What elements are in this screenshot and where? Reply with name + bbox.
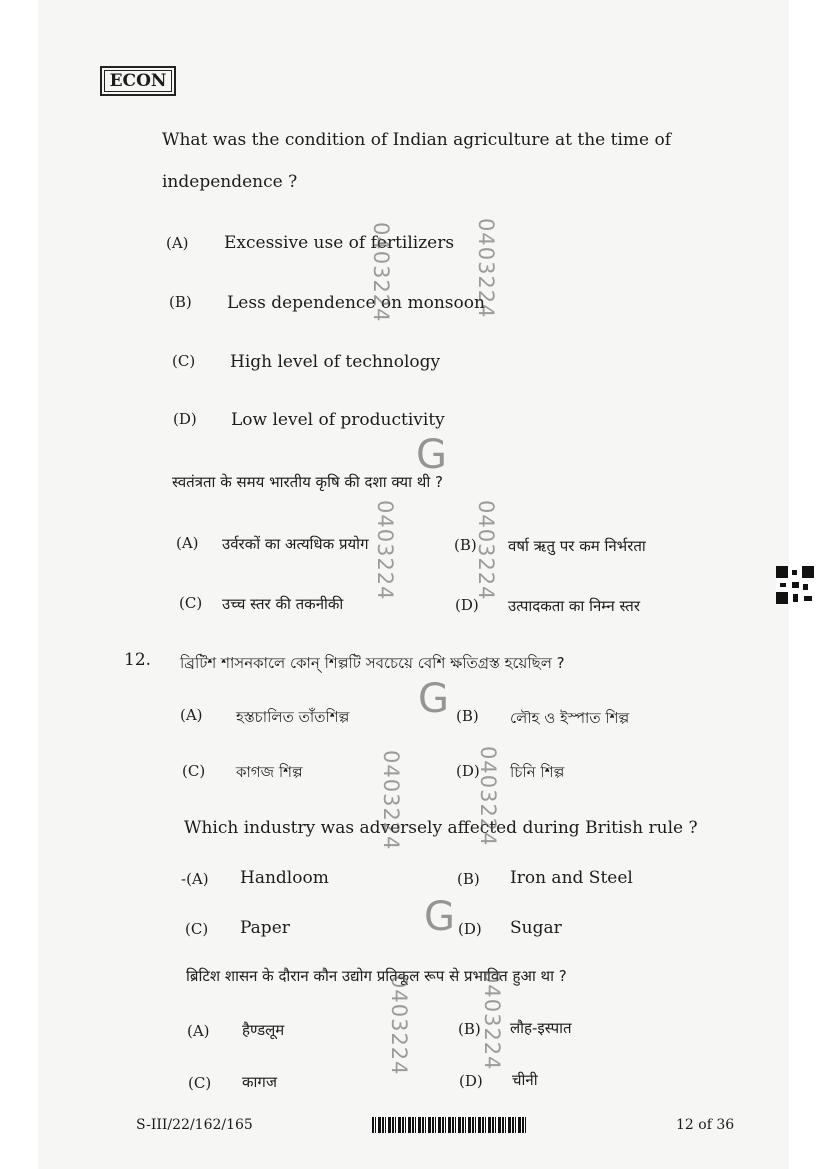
q11-en-option-d-label: (D) xyxy=(173,410,197,428)
watermark-code: 0403224 xyxy=(480,970,504,1071)
q11-en-option-a-text: Excessive use of fertilizers xyxy=(224,233,455,253)
watermark-code: 0403224 xyxy=(476,746,500,847)
q11-hi-option-c-label: (C) xyxy=(179,594,203,612)
q11-hi-option-a-label: (A) xyxy=(176,534,199,552)
q11-en-option-b-label: (B) xyxy=(169,293,192,311)
paper-code: S-III/22/162/165 xyxy=(136,1117,253,1133)
q12-en-option-a-text: Handloom xyxy=(240,868,329,888)
q11-en-option-d-text: Low level of productivity xyxy=(231,410,445,430)
q12-bn-option-a-text: হস্তচালিত তাঁতশিল্প xyxy=(236,708,350,726)
watermark-code: 0403224 xyxy=(387,975,411,1076)
subject-tag: ECON xyxy=(100,66,176,96)
q12-question-en: Which industry was adversely affected during British rule ? xyxy=(184,818,698,838)
q12-en-option-a-label: -(A) xyxy=(181,870,209,888)
watermark-code: 0403224 xyxy=(369,222,393,323)
q12-hi-option-c-text: कागज xyxy=(242,1073,277,1091)
q12-bn-option-c-text: কাগজ শিল্প xyxy=(236,763,303,781)
q12-en-option-b-text: Iron and Steel xyxy=(510,868,633,888)
q11-question-en-line1: What was the condition of Indian agriculture at the time of xyxy=(162,130,671,150)
q12-en-option-d-text: Sugar xyxy=(510,918,562,938)
q12-bn-option-b-text: লৌহ ও ইস্পাত শিল্প xyxy=(510,709,630,727)
q11-hi-option-c-text: उच्च स्तर की तकनीकी xyxy=(222,595,344,613)
q11-question-hi: स्वतंत्रता के समय भारतीय कृषि की दशा क्या थी ? xyxy=(172,473,443,491)
watermark-letter: G xyxy=(424,894,455,940)
barcode-icon xyxy=(372,1117,526,1133)
q11-question-en-line2: independence ? xyxy=(162,172,298,192)
watermark-letter: G xyxy=(418,676,449,722)
q12-bn-option-c-label: (C) xyxy=(182,762,206,780)
q12-hi-option-d-label: (D) xyxy=(459,1072,483,1090)
q12-bn-option-a-label: (A) xyxy=(180,706,203,724)
q11-en-option-b-text: Less dependence on monsoon xyxy=(227,293,485,313)
q12-bn-option-b-label: (B) xyxy=(456,707,479,725)
q12-hi-option-d-text: चीनी xyxy=(512,1071,538,1089)
q12-hi-option-b-text: लौह-इस्पात xyxy=(510,1019,572,1037)
q12-hi-option-b-label: (B) xyxy=(458,1020,481,1038)
q11-hi-option-d-text: उत्पादकता का निम्न स्तर xyxy=(508,597,640,615)
q12-bn-option-d-label: (D) xyxy=(456,762,480,780)
q12-hi-option-c-label: (C) xyxy=(188,1074,212,1092)
q12-hi-option-a-label: (A) xyxy=(187,1022,210,1040)
exam-page xyxy=(38,0,789,1169)
watermark-code: 0403224 xyxy=(474,218,498,319)
watermark-code: 0403224 xyxy=(474,500,498,601)
q12-bn-option-d-text: চিনি শিল্প xyxy=(510,763,565,781)
q12-question-hi: ब्रिटिश शासन के दौरान कौन उद्योग प्रतिकूल रूप से प्रभावित हुआ था ? xyxy=(186,967,567,985)
watermark-code: 0403224 xyxy=(379,750,403,851)
q12-en-option-b-label: (B) xyxy=(457,870,480,888)
watermark-code: 0403224 xyxy=(373,500,397,601)
q12-number: 12. xyxy=(124,650,152,670)
q11-en-option-a-label: (A) xyxy=(166,234,189,252)
q12-question-bn: ব্রিটিশ শাসনকালে কোন্ শিল্পটি সবচেয়ে বেশি ক্ষতিগ্রস্ত হয়েছিল ? xyxy=(180,654,565,672)
q11-en-option-c-text: High level of technology xyxy=(230,352,441,372)
page-number: 12 of 36 xyxy=(676,1117,735,1133)
q11-hi-option-a-text: उर्वरकों का अत्यधिक प्रयोग xyxy=(222,535,369,553)
q11-hi-option-d-label: (D) xyxy=(455,596,479,614)
q12-en-option-c-label: (C) xyxy=(185,920,209,938)
q11-hi-option-b-label: (B) xyxy=(454,536,477,554)
q12-en-option-d-label: (D) xyxy=(458,920,482,938)
q11-en-option-c-label: (C) xyxy=(172,352,196,370)
q12-en-option-c-text: Paper xyxy=(240,918,290,938)
q11-hi-option-b-text: वर्षा ऋतु पर कम निर्भरता xyxy=(508,537,646,555)
watermark-letter: G xyxy=(416,432,447,478)
qr-code-icon xyxy=(776,566,814,604)
q12-hi-option-a-text: हैण्डलूम xyxy=(242,1021,285,1039)
